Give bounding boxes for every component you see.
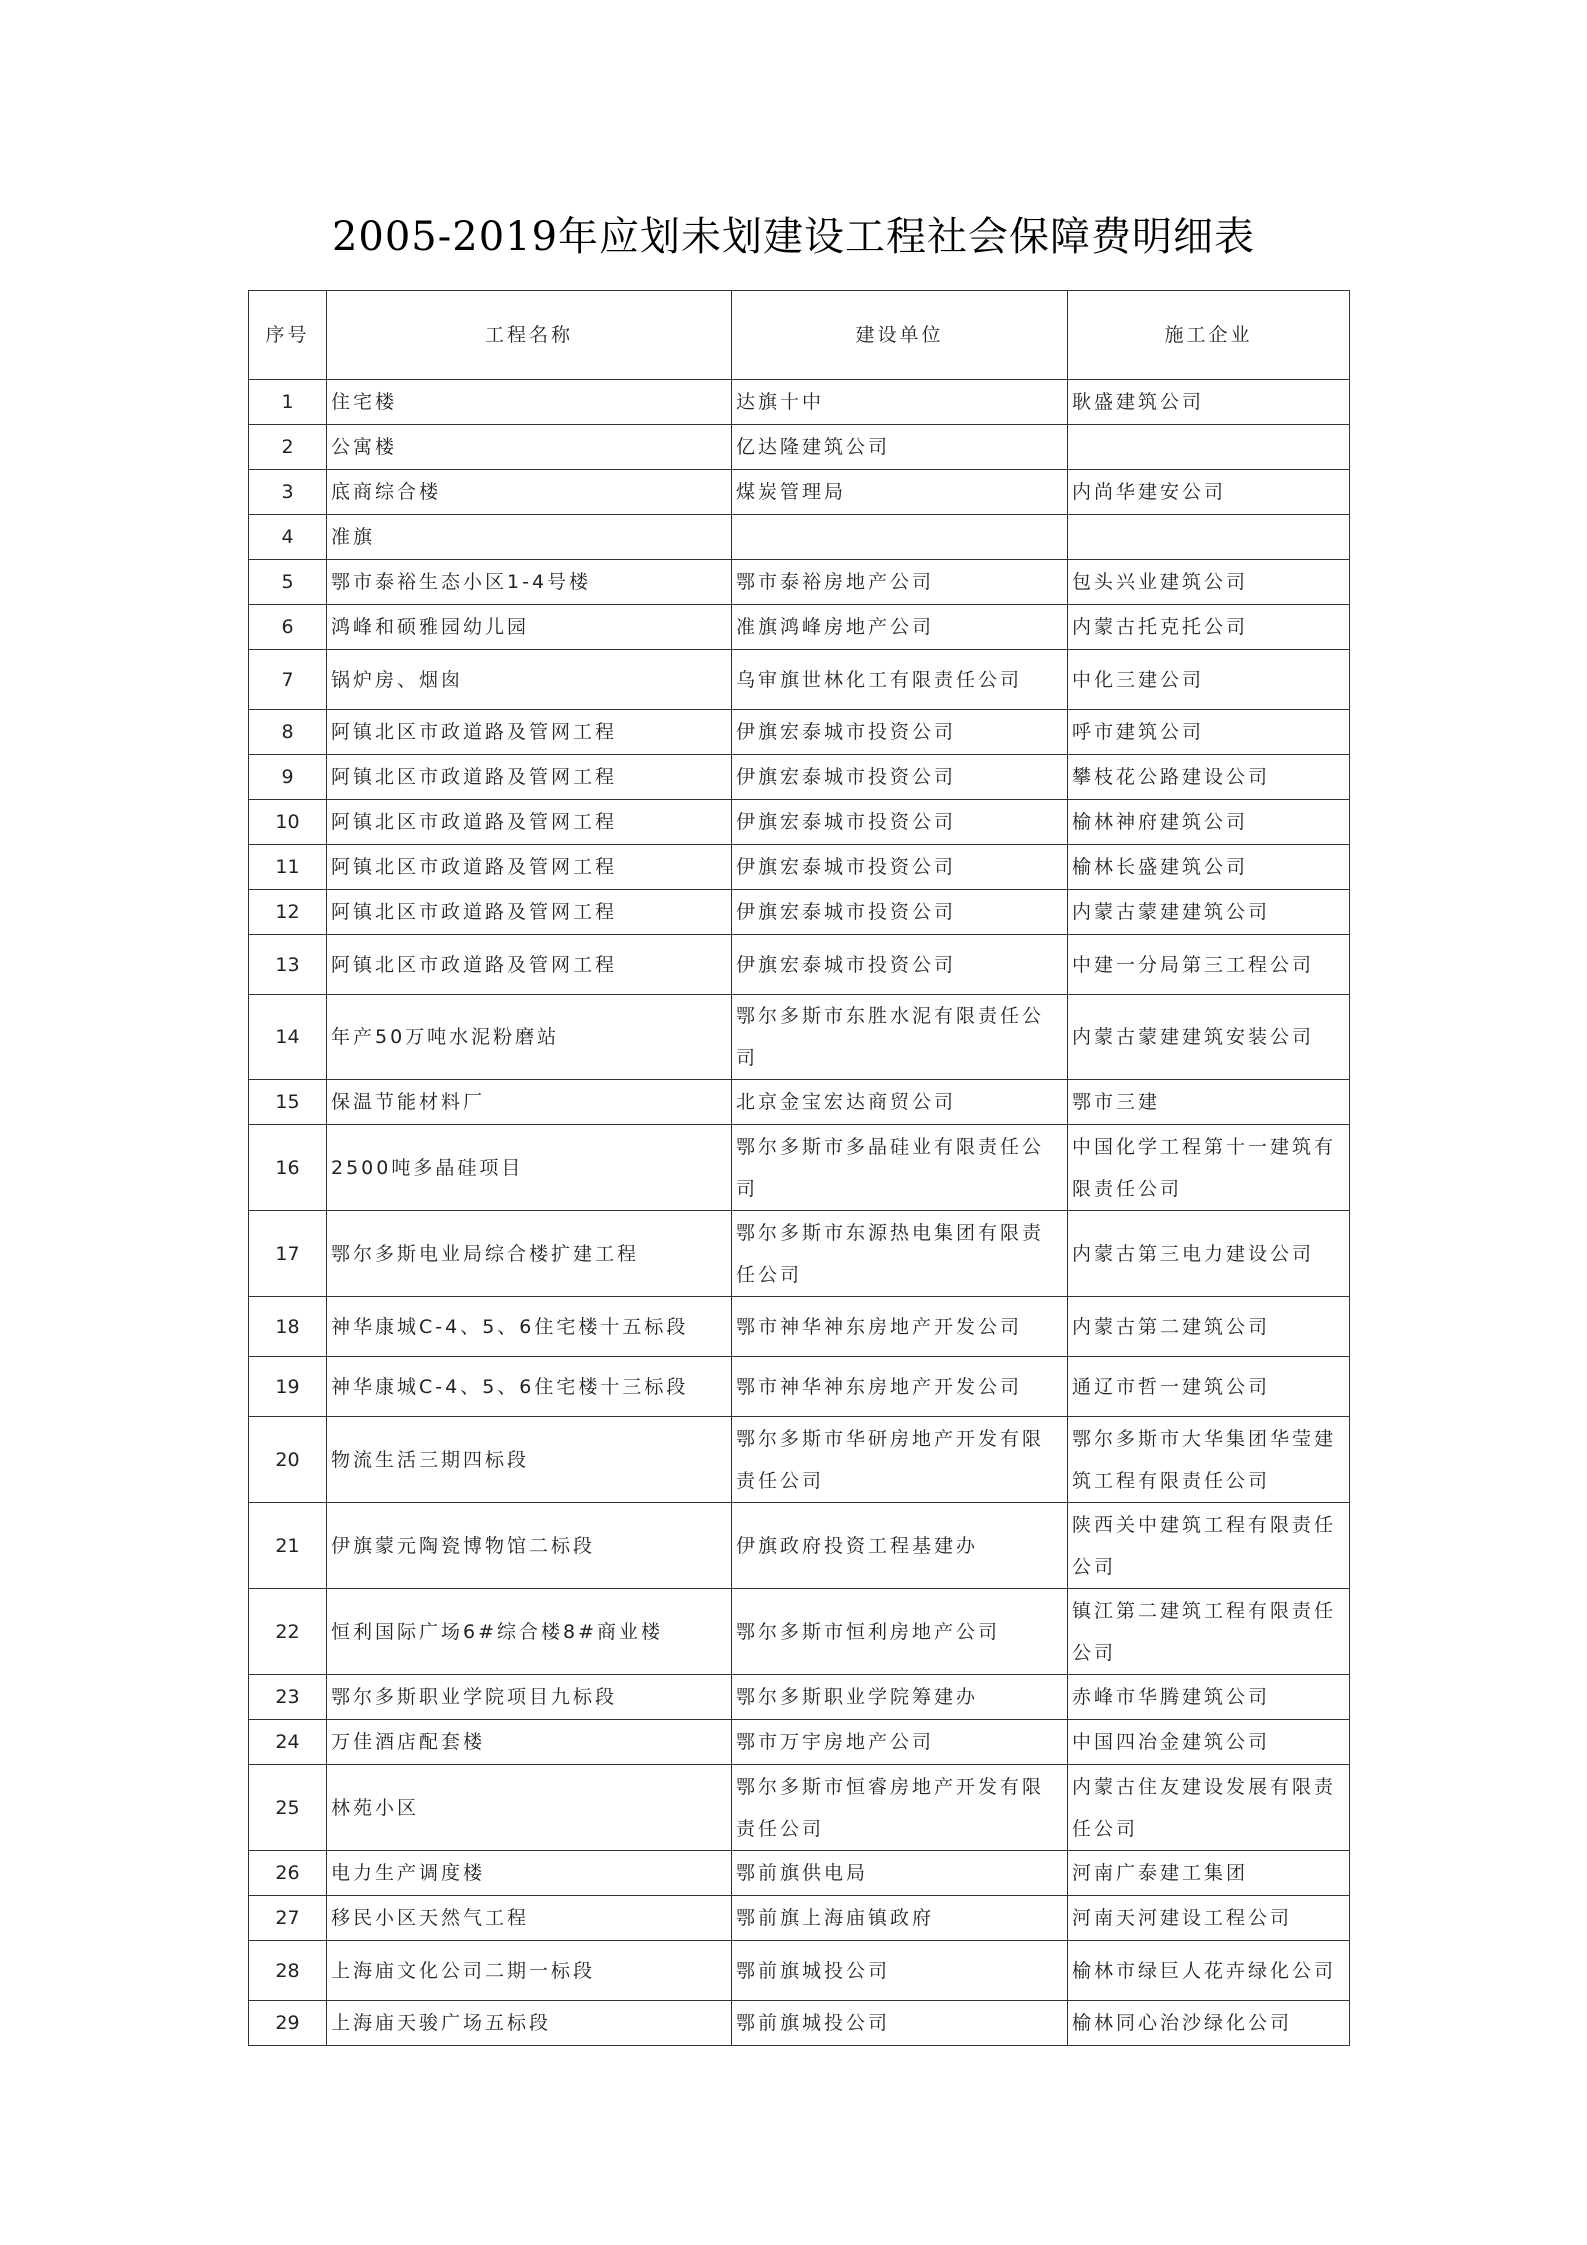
row-contractor: 通辽市哲一建筑公司 <box>1068 1357 1350 1417</box>
row-seq: 4 <box>249 515 327 560</box>
table-row <box>249 1211 1350 1297</box>
row-construction-unit: 北京金宝宏达商贸公司 <box>732 1080 1068 1125</box>
row-construction-unit: 鄂市神华神东房地产开发公司 <box>732 1297 1068 1357</box>
row-contractor: 包头兴业建筑公司 <box>1068 560 1350 605</box>
row-seq: 25 <box>249 1765 327 1851</box>
row-seq: 8 <box>249 710 327 755</box>
table-row <box>249 605 1350 650</box>
table-row <box>249 845 1350 890</box>
table-row <box>249 1080 1350 1125</box>
row-seq: 7 <box>249 650 327 710</box>
row-contractor: 内蒙古蒙建建筑公司 <box>1068 890 1350 935</box>
row-construction-unit: 伊旗宏泰城市投资公司 <box>732 935 1068 995</box>
row-seq: 21 <box>249 1503 327 1589</box>
row-contractor: 内尚华建安公司 <box>1068 470 1350 515</box>
row-contractor: 中国化学工程第十一建筑有限责任公司 <box>1068 1125 1350 1211</box>
row-contractor: 榆林同心治沙绿化公司 <box>1068 2001 1350 2046</box>
table-row <box>249 380 1350 425</box>
row-construction-unit: 鄂前旗上海庙镇政府 <box>732 1896 1068 1941</box>
row-construction-unit: 伊旗宏泰城市投资公司 <box>732 755 1068 800</box>
row-seq: 11 <box>249 845 327 890</box>
row-construction-unit: 伊旗宏泰城市投资公司 <box>732 890 1068 935</box>
row-project-name: 神华康城C-4、5、6住宅楼十五标段 <box>327 1297 732 1357</box>
row-project-name: 上海庙文化公司二期一标段 <box>327 1941 732 2001</box>
row-contractor <box>1068 425 1350 470</box>
row-construction-unit: 鄂尔多斯市华研房地产开发有限责任公司 <box>732 1417 1068 1503</box>
table-row <box>249 1675 1350 1720</box>
row-construction-unit: 达旗十中 <box>732 380 1068 425</box>
table-row <box>249 800 1350 845</box>
row-contractor: 榆林市绿巨人花卉绿化公司 <box>1068 1941 1350 2001</box>
table-row <box>249 890 1350 935</box>
table-row <box>249 650 1350 710</box>
row-contractor <box>1068 515 1350 560</box>
table-row <box>249 470 1350 515</box>
row-contractor: 呼市建筑公司 <box>1068 710 1350 755</box>
row-construction-unit: 亿达隆建筑公司 <box>732 425 1068 470</box>
header-row <box>249 291 1350 380</box>
row-project-name: 电力生产调度楼 <box>327 1851 732 1896</box>
row-contractor: 中化三建公司 <box>1068 650 1350 710</box>
row-contractor: 内蒙古第二建筑公司 <box>1068 1297 1350 1357</box>
row-project-name: 保温节能材料厂 <box>327 1080 732 1125</box>
row-seq: 9 <box>249 755 327 800</box>
row-seq: 10 <box>249 800 327 845</box>
row-contractor: 内蒙古托克托公司 <box>1068 605 1350 650</box>
row-project-name: 物流生活三期四标段 <box>327 1417 732 1503</box>
row-project-name: 鄂尔多斯电业局综合楼扩建工程 <box>327 1211 732 1297</box>
table-row <box>249 2001 1350 2046</box>
row-construction-unit: 鄂尔多斯职业学院筹建办 <box>732 1675 1068 1720</box>
row-project-name: 恒利国际广场6#综合楼8#商业楼 <box>327 1589 732 1675</box>
row-seq: 16 <box>249 1125 327 1211</box>
row-seq: 20 <box>249 1417 327 1503</box>
row-seq: 22 <box>249 1589 327 1675</box>
row-contractor: 河南广泰建工集团 <box>1068 1851 1350 1896</box>
row-construction-unit: 乌审旗世林化工有限责任公司 <box>732 650 1068 710</box>
table-row <box>249 515 1350 560</box>
table-row <box>249 935 1350 995</box>
row-contractor: 赤峰市华腾建筑公司 <box>1068 1675 1350 1720</box>
row-construction-unit: 鄂市泰裕房地产公司 <box>732 560 1068 605</box>
header-seq: 序号 <box>249 291 327 380</box>
table-row <box>249 425 1350 470</box>
header-project-name: 工程名称 <box>327 291 732 380</box>
header-contractor: 施工企业 <box>1068 291 1350 380</box>
table-row <box>249 755 1350 800</box>
row-project-name: 阿镇北区市政道路及管网工程 <box>327 800 732 845</box>
row-construction-unit: 鄂尔多斯市东胜水泥有限责任公司 <box>732 995 1068 1080</box>
row-seq: 1 <box>249 380 327 425</box>
row-construction-unit: 伊旗宏泰城市投资公司 <box>732 845 1068 890</box>
row-contractor: 中国四冶金建筑公司 <box>1068 1720 1350 1765</box>
row-contractor: 陕西关中建筑工程有限责任公司 <box>1068 1503 1350 1589</box>
row-construction-unit: 鄂市神华神东房地产开发公司 <box>732 1357 1068 1417</box>
row-seq: 13 <box>249 935 327 995</box>
row-seq: 28 <box>249 1941 327 2001</box>
row-construction-unit: 鄂前旗城投公司 <box>732 2001 1068 2046</box>
row-contractor: 河南天河建设工程公司 <box>1068 1896 1350 1941</box>
row-contractor: 鄂市三建 <box>1068 1080 1350 1125</box>
row-project-name: 鸿峰和硕雅园幼儿园 <box>327 605 732 650</box>
table-row <box>249 995 1350 1080</box>
row-seq: 29 <box>249 2001 327 2046</box>
row-construction-unit: 伊旗政府投资工程基建办 <box>732 1503 1068 1589</box>
row-seq: 23 <box>249 1675 327 1720</box>
row-seq: 26 <box>249 1851 327 1896</box>
table-row <box>249 1503 1350 1589</box>
row-seq: 15 <box>249 1080 327 1125</box>
table-row <box>249 1589 1350 1675</box>
row-project-name: 神华康城C-4、5、6住宅楼十三标段 <box>327 1357 732 1417</box>
row-construction-unit: 伊旗宏泰城市投资公司 <box>732 800 1068 845</box>
row-project-name: 移民小区天然气工程 <box>327 1896 732 1941</box>
row-construction-unit: 鄂尔多斯市东源热电集团有限责任公司 <box>732 1211 1068 1297</box>
row-project-name: 准旗 <box>327 515 732 560</box>
row-project-name: 林苑小区 <box>327 1765 732 1851</box>
row-contractor: 榆林长盛建筑公司 <box>1068 845 1350 890</box>
table-row <box>249 1417 1350 1503</box>
row-contractor: 耿盛建筑公司 <box>1068 380 1350 425</box>
row-project-name: 阿镇北区市政道路及管网工程 <box>327 710 732 755</box>
row-project-name: 住宅楼 <box>327 380 732 425</box>
row-project-name: 阿镇北区市政道路及管网工程 <box>327 890 732 935</box>
row-contractor: 镇江第二建筑工程有限责任公司 <box>1068 1589 1350 1675</box>
row-project-name: 万佳酒店配套楼 <box>327 1720 732 1765</box>
row-project-name: 公寓楼 <box>327 425 732 470</box>
row-construction-unit: 伊旗宏泰城市投资公司 <box>732 710 1068 755</box>
table-row <box>249 1851 1350 1896</box>
row-construction-unit: 准旗鸿峰房地产公司 <box>732 605 1068 650</box>
row-contractor: 内蒙古第三电力建设公司 <box>1068 1211 1350 1297</box>
row-project-name: 阿镇北区市政道路及管网工程 <box>327 935 732 995</box>
row-construction-unit: 鄂市万宇房地产公司 <box>732 1720 1068 1765</box>
page-title: 2005-2019年应划未划建设工程社会保障费明细表 <box>331 214 1256 260</box>
row-seq: 19 <box>249 1357 327 1417</box>
row-seq: 17 <box>249 1211 327 1297</box>
row-construction-unit <box>732 515 1068 560</box>
row-seq: 2 <box>249 425 327 470</box>
row-contractor: 鄂尔多斯市大华集团华莹建筑工程有限责任公司 <box>1068 1417 1350 1503</box>
row-construction-unit: 鄂尔多斯市恒睿房地产开发有限责任公司 <box>732 1765 1068 1851</box>
detail-table <box>248 290 1350 2046</box>
row-construction-unit: 鄂前旗城投公司 <box>732 1941 1068 2001</box>
table-body <box>249 380 1350 2046</box>
row-construction-unit: 鄂尔多斯市多晶硅业有限责任公司 <box>732 1125 1068 1211</box>
table-row <box>249 1720 1350 1765</box>
row-seq: 18 <box>249 1297 327 1357</box>
table-row <box>249 1941 1350 2001</box>
table-row <box>249 1896 1350 1941</box>
row-contractor: 内蒙古住友建设发展有限责任公司 <box>1068 1765 1350 1851</box>
row-project-name: 鄂市泰裕生态小区1-4号楼 <box>327 560 732 605</box>
row-seq: 5 <box>249 560 327 605</box>
row-construction-unit: 鄂前旗供电局 <box>732 1851 1068 1896</box>
row-contractor: 攀枝花公路建设公司 <box>1068 755 1350 800</box>
row-construction-unit: 煤炭管理局 <box>732 470 1068 515</box>
row-project-name: 阿镇北区市政道路及管网工程 <box>327 755 732 800</box>
row-construction-unit: 鄂尔多斯市恒利房地产公司 <box>732 1589 1068 1675</box>
row-contractor: 中建一分局第三工程公司 <box>1068 935 1350 995</box>
row-seq: 12 <box>249 890 327 935</box>
table-row <box>249 710 1350 755</box>
row-seq: 27 <box>249 1896 327 1941</box>
row-project-name: 上海庙天骏广场五标段 <box>327 2001 732 2046</box>
table-row <box>249 1125 1350 1211</box>
table-row <box>249 1765 1350 1851</box>
row-seq: 6 <box>249 605 327 650</box>
table-row <box>249 1357 1350 1417</box>
row-project-name: 锅炉房、烟囱 <box>327 650 732 710</box>
row-project-name: 底商综合楼 <box>327 470 732 515</box>
row-contractor: 榆林神府建筑公司 <box>1068 800 1350 845</box>
table-row <box>249 1297 1350 1357</box>
row-project-name: 阿镇北区市政道路及管网工程 <box>327 845 732 890</box>
row-project-name: 2500吨多晶硅项目 <box>327 1125 732 1211</box>
row-seq: 3 <box>249 470 327 515</box>
table-row <box>249 560 1350 605</box>
row-contractor: 内蒙古蒙建建筑安装公司 <box>1068 995 1350 1080</box>
row-project-name: 年产50万吨水泥粉磨站 <box>327 995 732 1080</box>
row-project-name: 鄂尔多斯职业学院项目九标段 <box>327 1675 732 1720</box>
row-seq: 14 <box>249 995 327 1080</box>
header-construction-unit: 建设单位 <box>732 291 1068 380</box>
row-project-name: 伊旗蒙元陶瓷博物馆二标段 <box>327 1503 732 1589</box>
row-seq: 24 <box>249 1720 327 1765</box>
